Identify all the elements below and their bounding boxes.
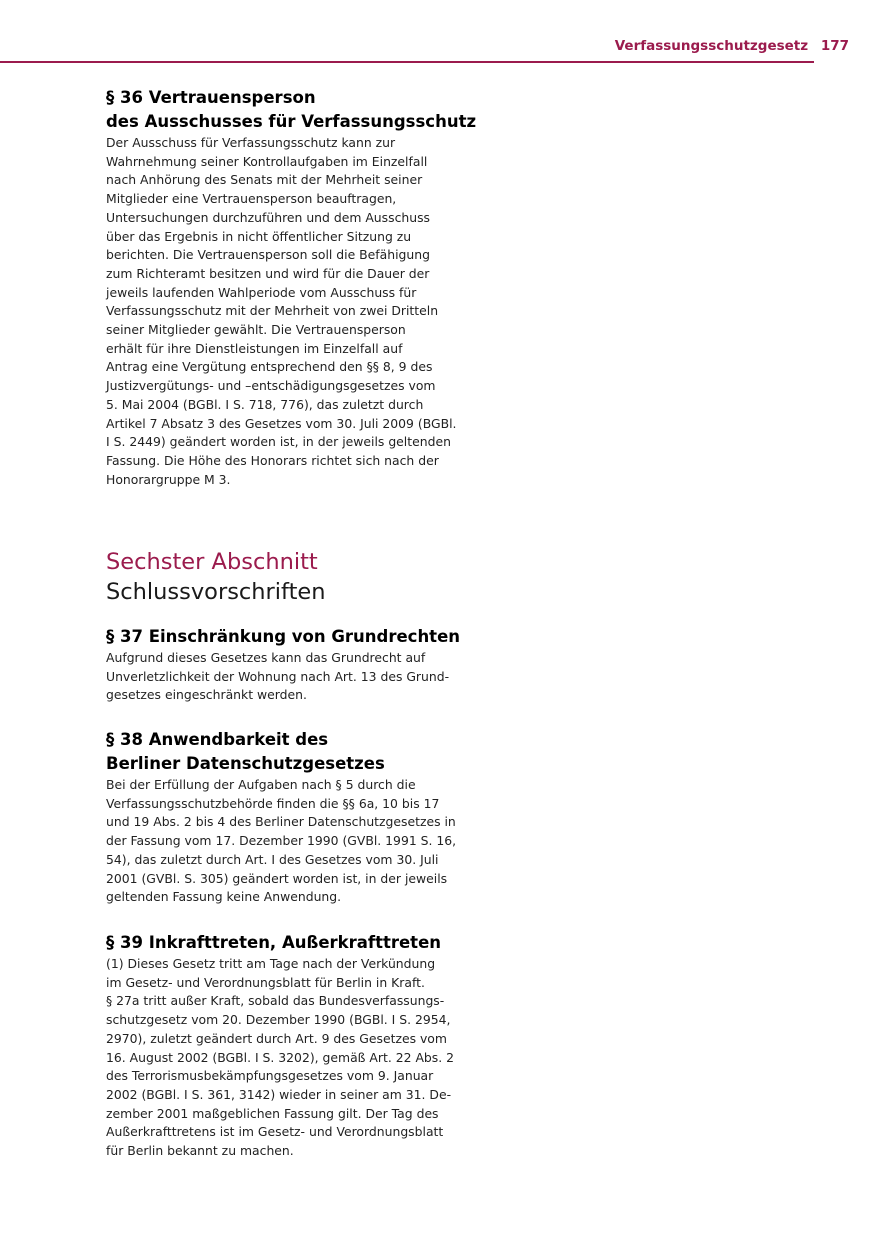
text-line: schutzgesetz vom 20. Dezember 1990 (BGBl. I S. 2954, [106, 1012, 451, 1028]
text-line: Unverletzlichkeit der Wohnung nach Art. 13 des Grund- [106, 668, 450, 684]
header-rule [0, 61, 814, 63]
text-line: seiner Mitglieder gewählt. Die Vertrauensperson [106, 322, 406, 338]
text-line: nach Anhörung des Senats mit der Mehrheit seiner [106, 172, 423, 188]
text-line: I S. 2449) geändert worden ist, in der jeweils geltenden [106, 434, 451, 450]
text-line: des Terrorismusbekämpfungsgesetzes vom 9. Januar [106, 1068, 434, 1084]
text-line: für Berlin bekannt zu machen. [106, 1143, 294, 1159]
text-line: Antrag eine Vergütung entsprechend den §§ 8, 9 des [106, 359, 433, 375]
text-line: der Fassung vom 17. Dezember 1990 (GVBl. 1991 S. 16, [106, 833, 457, 849]
section-38 [106, 728, 457, 907]
text-line: Mitglieder eine Vertrauensperson beauftragen, [106, 191, 397, 207]
text-line: geltenden Fassung keine Anwendung. [106, 889, 342, 905]
heading-line: § 39 Inkrafttreten, Außerkrafttreten [106, 933, 442, 952]
heading-line: Berliner Datenschutzgesetzes [106, 754, 385, 773]
text-line: Untersuchungen durchzuführen und dem Ausschuss [106, 209, 431, 225]
section-39 [106, 931, 454, 1161]
text-line: Außerkrafttretens ist im Gesetz- und Verordnungsblatt [106, 1124, 444, 1140]
chapter-title: Schlussvorschriften [106, 579, 326, 605]
section-36-text [106, 134, 457, 489]
text-line: erhält für ihre Dienstleistungen im Einzelfall auf [106, 340, 403, 356]
page-number: 177 [820, 38, 849, 54]
section-37 [106, 625, 461, 705]
text-line: Justizvergütungs- und –entschädigungsgesetzes vom [106, 378, 436, 394]
text-line: im Gesetz- und Verordnungsblatt für Berlin in Kraft. [106, 974, 425, 990]
text-line: und 19 Abs. 2 bis 4 des Berliner Datenschutzgesetzes in [106, 814, 456, 830]
text-line: Aufgrund dieses Gesetzes kann das Grundrecht auf [106, 650, 426, 665]
section-36 [106, 86, 477, 489]
section-38-heading [106, 728, 451, 776]
text-line: 2970), zuletzt geändert durch Art. 9 des Gesetzes vom [106, 1030, 447, 1046]
text-line: (1) Dieses Gesetz tritt am Tage nach der Verkündung [106, 956, 436, 971]
running-header [615, 38, 849, 54]
text-line: 2001 (GVBl. S. 305) geändert worden ist, in der jeweils [106, 870, 448, 886]
text-line: berichten. Die Vertrauensperson soll die Befähigung [106, 247, 430, 263]
text-line: zember 2001 maßgeblichen Fassung gilt. Der Tag des [106, 1105, 439, 1121]
chapter-label: Sechster Abschnitt [106, 549, 318, 575]
text-line: Verfassungsschutzbehörde finden die §§ 6a, 10 bis 17 [106, 795, 440, 811]
heading-line: § 38 Anwendbarkeit des [106, 730, 329, 749]
text-line: Wahrnehmung seiner Kontrollaufgaben im Einzelfall [106, 153, 428, 169]
running-header-title: Verfassungsschutzgesetz [614, 38, 809, 54]
section-37-text [106, 649, 451, 705]
heading-line: § 37 Einschränkung von Grundrechten [106, 627, 461, 646]
heading-line: des Ausschusses für Verfassungsschutz [106, 112, 477, 131]
text-line: Bei der Erfüllung der Aufgaben nach § 5 durch die [106, 777, 416, 792]
text-line: 54), das zuletzt durch Art. I des Gesetzes vom 30. Juli [106, 851, 439, 867]
text-line: über das Ergebnis in nicht öffentlicher Sitzung zu [106, 228, 412, 244]
text-line: Fassung. Die Höhe des Honorars richtet sich nach der [106, 452, 439, 468]
section-37-heading [106, 625, 461, 649]
section-38-text [106, 776, 457, 907]
text-line: gesetzes eingeschränkt werden. [106, 687, 307, 703]
heading-line: § 36 Vertrauensperson [106, 88, 316, 107]
text-line: zum Richteramt besitzen und wird für die Dauer der [106, 265, 430, 281]
text-line: Verfassungsschutz mit der Mehrheit von zwei Dritteln [106, 303, 439, 319]
section-39-heading [106, 931, 451, 955]
text-line: 5. Mai 2004 (BGBl. I S. 718, 776), das zuletzt durch [106, 396, 424, 412]
text-line: Honorargruppe M 3. [106, 471, 231, 487]
section-36-heading [106, 86, 477, 134]
chapter-heading [106, 547, 451, 607]
text-line: jeweils laufenden Wahlperiode vom Ausschuss für [106, 284, 417, 300]
text-line: 2002 (BGBl. I S. 361, 3142) wieder in seiner am 31. De- [106, 1086, 452, 1102]
text-line: 16. August 2002 (BGBl. I S. 3202), gemäß Art. 22 Abs. 2 [106, 1049, 454, 1065]
text-line: § 27a tritt außer Kraft, sobald das Bundesverfassungs- [106, 993, 445, 1009]
section-39-text [106, 955, 454, 1161]
text-line: Der Ausschuss für Verfassungsschutz kann zur [106, 135, 396, 150]
text-line: Artikel 7 Absatz 3 des Gesetzes vom 30. Juli 2009 (BGBl. [106, 415, 457, 431]
